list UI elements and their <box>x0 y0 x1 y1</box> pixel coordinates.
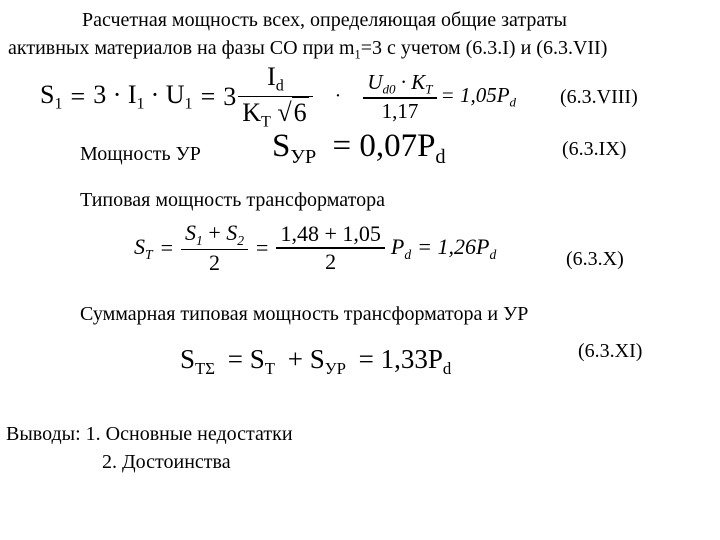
eq8-equals: = <box>70 81 86 111</box>
eq8-fraction-2 <box>363 70 436 124</box>
eq10-frac1-num: $S_1 + S_2$ <box>185 220 245 248</box>
intro-line-1: Расчетная мощность всех, определяющая общие затраты <box>82 9 567 31</box>
intro-line-2-text: активных материалов на фазы СО при m <box>8 37 355 59</box>
eq10-fraction-1 <box>181 220 248 276</box>
eq8-frac1-den: $K_T$ √ 6 <box>242 98 307 131</box>
eq11-sy: + $S_{УР}$ <box>287 344 346 378</box>
intro-line-2-tail: =3 с учетом (6.3.I) и (6.3.VII) <box>360 37 608 59</box>
eq11-st: = $S_T$ <box>227 344 275 378</box>
eq10-frac2-den: 2 <box>325 248 337 274</box>
section-typical-power: Типовая мощность трансформатора <box>80 189 385 211</box>
eq10-number: (6.3.X) <box>566 248 624 270</box>
sqrt-symbol: √ 6 <box>277 98 307 128</box>
eq10-s: $S_T$ <box>134 233 153 262</box>
eq8-frac1-num: $I_d$ <box>267 62 284 95</box>
eq10-equals: = <box>160 235 173 261</box>
eq8-frac2-den: 1,17 <box>381 98 419 123</box>
eq8-result: = $1,05P_d$ <box>440 83 517 110</box>
equation-6-3-viii <box>40 62 516 132</box>
equation-6-3-x <box>134 220 496 276</box>
eq11-number: (6.3.XI) <box>578 340 643 362</box>
eq8-three: 3 <box>223 81 237 111</box>
eq11-s: $S_{T\Sigma}$ <box>180 344 215 378</box>
conclusions-line-2: 2. Достоинства <box>102 451 231 473</box>
eq10-result: = $1,26P_d$ <box>417 233 497 262</box>
eq11-result: = $1,33P_d$ <box>358 344 452 378</box>
eq8-three-i: $3 \cdot I_1$ <box>93 80 145 113</box>
eq10-p: $P_d$ <box>390 233 412 262</box>
intro-line-2-sub: 1 <box>354 47 361 62</box>
eq8-fraction-1 <box>238 62 312 132</box>
eq9-label: Мощность УР <box>80 143 201 165</box>
eq9-number: (6.3.IX) <box>562 138 627 160</box>
eq10-frac2-num: 1,48 + 1,05 <box>280 221 381 247</box>
eq8-frac2-num: $U_{d0} \cdot K_T$ <box>367 69 433 97</box>
eq10-equals-2: = <box>256 235 269 261</box>
equation-6-3-xi <box>180 344 451 379</box>
eq10-fraction-2 <box>276 221 384 275</box>
eq8-s1: $S_1$ <box>40 80 63 113</box>
equation-6-3-ix <box>272 128 446 169</box>
eq8-dot-u: · $U_1$ <box>150 80 193 113</box>
eq10-frac1-den: 2 <box>209 250 221 276</box>
eq9-s: $S_{УР}$ <box>272 128 317 169</box>
eq8-mid-dot: · <box>334 85 342 108</box>
eq8-equals-2: = <box>200 81 216 111</box>
conclusions-line-1: Выводы: 1. Основные недостатки <box>6 423 293 445</box>
section-total-power: Суммарная типовая мощность трансформатора и УР <box>80 303 529 325</box>
eq9-rhs: = $0,07P_d$ <box>332 128 446 169</box>
eq8-number: (6.3.VIII) <box>560 86 638 108</box>
